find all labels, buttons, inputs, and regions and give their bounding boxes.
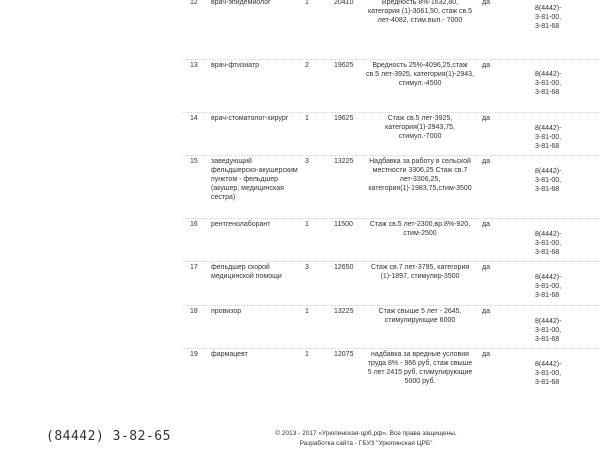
contact-phone: 8(4442)- 3-81-00, 3-81-68 <box>535 361 562 386</box>
row-divider <box>183 218 600 219</box>
row-number: 18 <box>190 308 198 315</box>
position-title: врач-стоматолог-хирург <box>211 115 289 122</box>
salary: 13225 <box>334 308 354 315</box>
vacancy-count: 1 <box>305 0 309 6</box>
social-package: да <box>482 158 490 165</box>
contact-phone: 8(4442)- 3-81-00, 3-81-68 <box>535 71 562 96</box>
position-title: врач-фтизиатр <box>211 62 260 69</box>
row-number: 14 <box>190 115 198 122</box>
salary: 13225 <box>334 158 354 165</box>
social-package: да <box>482 0 490 6</box>
position-title: заведующий фельдшерско-акушерским пунктом - фельдшер (акушер, медицинская сестра) <box>211 158 298 201</box>
vacancy-count: 2 <box>305 62 309 69</box>
copyright-text: © 2013 - 2017 «Урюпинская-црб.рф». Все права защищены. <box>275 430 457 437</box>
social-package: да <box>482 115 490 122</box>
conditions: Вредность 8%-1632,80, категория (1)-3061,50, стаж св.5 лет-4082, стим.вып.- 7000 <box>367 0 473 24</box>
social-package: да <box>482 351 490 358</box>
position-title: рентгенолаборант <box>211 221 271 228</box>
social-package: да <box>482 221 490 228</box>
row-divider <box>183 59 600 60</box>
row-number: 13 <box>190 62 198 69</box>
developer-text: Разработка сайта - ГБУЗ "Урюпинская ЦРБ" <box>299 440 433 447</box>
row-divider <box>183 112 600 113</box>
row-divider <box>183 261 600 262</box>
row-number: 17 <box>190 264 198 271</box>
salary: 12075 <box>334 351 354 358</box>
row-number: 19 <box>190 351 198 358</box>
contact-phone: 8(4442)- 3-81-00, 3-81-68 <box>535 274 562 299</box>
social-package: да <box>482 264 490 271</box>
contact-phone: 8(4442)- 3-81-00, 3-81-68 <box>535 231 562 256</box>
vacancy-count: 1 <box>305 115 309 122</box>
vacancy-count: 1 <box>305 351 309 358</box>
conditions: Стаж св.7 лет-3795, категория (1)-1897, стимулир-3500 <box>370 264 470 280</box>
conditions: надбавка за вредные условия труда 8% - 966 руб, стаж свыше 5 лет 2415 руб, стимулирующие 5000 руб. <box>367 351 473 385</box>
footer-copyright <box>246 429 486 449</box>
salary: 11500 <box>334 221 353 228</box>
social-package: да <box>482 62 490 69</box>
conditions: Вредность 25%-4096,25,стаж св.5 лет-3925, категория(1)-2943, стимул.-4500 <box>366 62 475 87</box>
salary: 20410 <box>334 0 354 6</box>
contact-phone: 8(4442)- 3-81-00, 3-81-68 <box>535 168 562 193</box>
row-divider <box>183 348 600 349</box>
salary: 12650 <box>334 264 354 271</box>
position-title: врач-эпидемиолог <box>211 0 271 6</box>
row-number: 12 <box>190 0 198 6</box>
vacancy-count: 1 <box>305 308 309 315</box>
position-title: фармацевт <box>211 351 248 358</box>
position-title: фельдшер скорой медицинской помощи <box>211 264 282 280</box>
contact-phone: 8(4442)- 3-81-00, 3-81-68 <box>535 125 562 150</box>
vacancy-count: 1 <box>305 221 309 228</box>
social-package: да <box>482 308 490 315</box>
vacancy-count: 3 <box>305 158 309 165</box>
salary: 19625 <box>334 115 354 122</box>
row-divider <box>183 155 600 156</box>
vacancy-count: 3 <box>305 264 309 271</box>
conditions: Стаж св.5 лет-3925, категория(1)-2943,75, стимул.-7000 <box>385 115 455 140</box>
row-number: 15 <box>190 158 198 165</box>
salary: 19625 <box>334 62 354 69</box>
conditions: Надбавка за работу в сельской местности 3306,25 Стаж св.7 лет-3306,25, категория(1)-1983,75,стим-3500 <box>368 158 472 192</box>
row-divider <box>183 305 600 306</box>
footer-phone[interactable]: (84442) 3-82-65 <box>46 429 171 444</box>
conditions: Стаж свыше 5 лет - 2645, стимулирующие 6000 <box>378 308 462 324</box>
conditions: Стаж св.5 лет-2300,вр.8%-920, стим-2500 <box>369 221 471 237</box>
position-title: провизор <box>211 308 242 315</box>
row-number: 16 <box>190 221 198 228</box>
contact-phone: 8(4442)- 3-81-00, 3-81-68 <box>535 318 562 343</box>
contact-phone: 8(4442)- 3-81-00, 3-81-68 <box>535 5 562 30</box>
